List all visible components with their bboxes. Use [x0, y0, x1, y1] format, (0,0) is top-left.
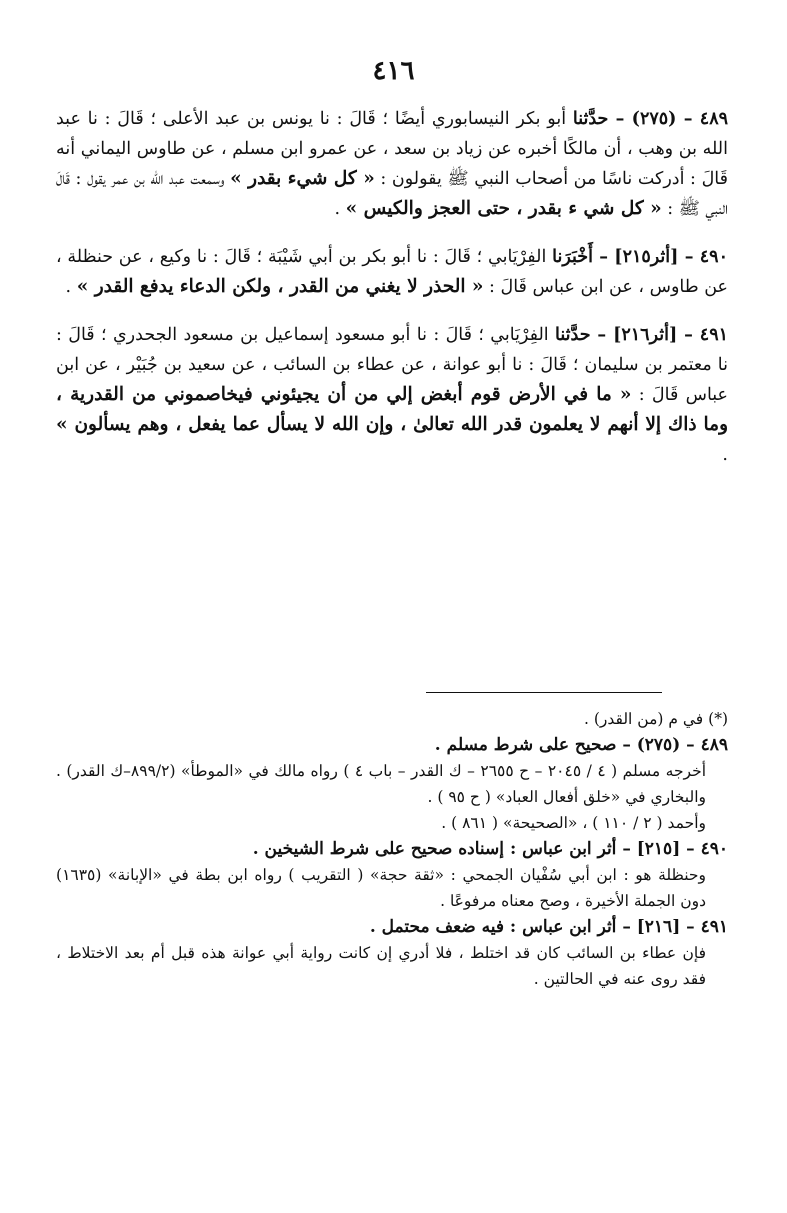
entry-text: الفِرْيَابي ؛ قَالَ : نا أبو مسعود إسماعيل بن مسعود الجحدري ؛ قَالَ : نا معتمر بن سليمان ؛ قَالَ : نا أبو عوانة ، عن عطاء بن السائب ، عن سعيد بن جُبَيْر ، عن ابن عباس قَالَ :: [56, 325, 728, 405]
hadith-489: [56, 104, 728, 224]
main-text: [56, 104, 728, 488]
page-number: ٤١٦: [372, 56, 415, 86]
footnote-text: أخرجه مسلم ( ٤ / ٢٠٤٥ – ح ٢٦٥٥ – ك القدر – باب ٤ ) رواه مالك في «الموطأ» (٨٩٩/٢–ك القدر) . والبخاري في «خلق أفعال العباد» ( ح ٩٥ ) .: [56, 762, 706, 806]
athar-491: [56, 320, 728, 470]
footnote-text: وحنظلة هو : ابن أبي سُفْيان الجمحي : «ثقة حجة» ( التقريب ) رواه ابن بطة في «الإبانة» (١٦٣٥) دون الجملة الأخيرة ، وصح معناه مرفوعًا .: [56, 866, 706, 910]
footnote-divider: [426, 692, 662, 693]
entry-quote: « الحذر لا يغني من القدر ، ولكن الدعاء يدفع القدر »: [76, 276, 484, 297]
athar-490: [56, 242, 728, 302]
entry-quote: « كل شيء بقدر »: [230, 168, 375, 189]
entry-end: .: [722, 445, 728, 465]
entry-end: .: [65, 277, 72, 297]
entry-text: الفِرْيَابي ؛ قَالَ : نا أبو بكر بن أبي شَيْبَة ؛ قَالَ : نا وكيع ، عن حنظلة ، عن طاوس ، عن ابن عباس قَالَ :: [56, 247, 728, 297]
footnote-grade: ٤٩٠ – [٢١٥] – أثر ابن عباس : إسناده صحيح على شرط الشيخين .: [252, 839, 728, 859]
footnote-grade: ٤٨٩ – (٢٧٥) – صحيح على شرط مسلم .: [434, 735, 728, 755]
entry-quote: « كل شي ء بقدر ، حتى العجز والكيس »: [345, 198, 662, 219]
footnote-grade: ٤٩١ – [٢١٦] – أثر ابن عباس : فيه ضعف محتمل .: [369, 917, 728, 937]
footnote-text: فإن عطاء بن السائب كان قد اختلط ، فلا أدري إن كانت رواية أبي عوانة هذه قبل أم بعد الاختلاط ، فقد روى عنه في الحالتين .: [56, 944, 706, 988]
entry-end: .: [334, 199, 341, 219]
entry-text: أبو بكر النيسابوري أيضًا ؛ قَالَ : نا يونس بن عبد الأعلى ؛ قَالَ : نا عبد الله بن وهب ، أن مالكًا أخبره عن زياد بن سعد ، عن عمرو ابن مسلم ، عن طاوس اليماني أنه قَالَ : أدركت ناسًا من أصحاب النبي ﷺ يقولون :: [56, 109, 728, 189]
footnotes: [56, 706, 728, 992]
entry-text: وسمعت عبد الله بن عمر يقول : قَالَ النبي ﷺ :: [56, 169, 728, 219]
star-footnote: (*) في م (من القدر) .: [583, 710, 728, 728]
entry-quote: « ما في الأرض قوم أبغض إلي من أن يجيئوني فيخاصموني من القدرية ، وما ذاك إلا أنهم لا يعلمون قدر الله تعالىٰ ، وإن الله لا يسأل عما يفعل ، وهم يسألون »: [56, 384, 728, 435]
entry-lead: ٤٩١ – [أثر٢١٦] – حدَّثنا: [555, 325, 728, 345]
entry-lead: ٤٨٩ – (٢٧٥) – حدَّثنا: [572, 109, 728, 129]
entry-lead: ٤٩٠ – [أثر٢١٥] – أَخْبَرَنا: [552, 247, 728, 267]
footnote-text: وأحمد ( ٢ / ١١٠ ) ، «الصحيحة» ( ٨٦١ ) .: [441, 814, 706, 832]
